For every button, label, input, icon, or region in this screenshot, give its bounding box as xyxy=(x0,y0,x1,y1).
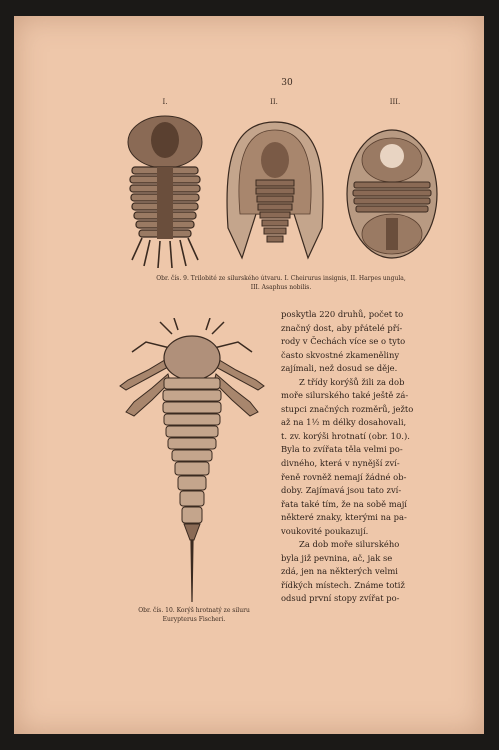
text-line: značný dost, aby přátelé pří- xyxy=(281,322,403,333)
text-line: divného, která v nynější zví- xyxy=(281,458,400,469)
text-line: Za dob moře silurského xyxy=(299,539,400,550)
text-line: řídkých místech. Známe totiž xyxy=(281,579,405,590)
text-line: stupci značných rozměrů, ježto xyxy=(281,403,414,414)
text-line: často skvostné zkameněliny xyxy=(281,349,400,360)
text-line: některé znaky, kterými na pa- xyxy=(281,512,407,523)
text-line: odsud první stopy zvířat po- xyxy=(281,593,400,604)
text-line: zajímali, než dosud se děje. xyxy=(281,363,398,374)
trilobite-cheirurus-illustration xyxy=(120,112,210,270)
text-line: řata také tím, že na sobě mají xyxy=(281,498,407,509)
text-line: rody v Čechách více se o tyto xyxy=(281,336,406,347)
figure-label-i: I. xyxy=(162,98,168,106)
figure10-caption-line2: Eurypterus Fischeri. xyxy=(162,616,226,623)
figure9-caption-line1: Obr. čís. 9. Trilobité ze silurského útvaru. I. Cheirurus insignis, II. Harpes ungula, xyxy=(156,275,406,282)
figure-label-ii: II. xyxy=(270,98,278,106)
text-line: Byla to zvířata těla velmi po- xyxy=(281,444,403,455)
text-line: řeně rovněž nemají žádné ob- xyxy=(281,471,407,482)
figure10-caption-line1: Obr. čís. 10. Korýš hrotnatý ze siluru xyxy=(138,607,250,614)
page-number: 30 xyxy=(281,78,293,88)
trilobite-asaphus-illustration xyxy=(344,126,440,262)
figure-label-iii: III. xyxy=(389,98,401,106)
text-line: doby. Zajímavá jsou tato zví- xyxy=(281,485,402,496)
text-line: voukovité poukazují. xyxy=(281,525,369,536)
text-line: až na 1½ m délky dosahovali, xyxy=(281,417,407,428)
trilobite-harpes-illustration xyxy=(222,118,328,268)
text-line: t. zv. korýši hrotnatí (obr. 10.). xyxy=(281,430,410,441)
text-line: poskytla 220 druhů, počet to xyxy=(281,309,404,319)
figure9-caption-line2: III. Asaphus nobilis. xyxy=(250,284,312,291)
text-line: zdá, jen na některých velmi xyxy=(281,566,398,577)
text-line: moře silurského také ještě zá- xyxy=(281,390,409,401)
eurypterus-illustration xyxy=(112,318,272,604)
body-text xyxy=(281,308,437,606)
text-line: byla již pevnina, ač, jak se xyxy=(281,552,393,563)
text-line: Z třídy korýšů žili za dob xyxy=(299,376,405,387)
